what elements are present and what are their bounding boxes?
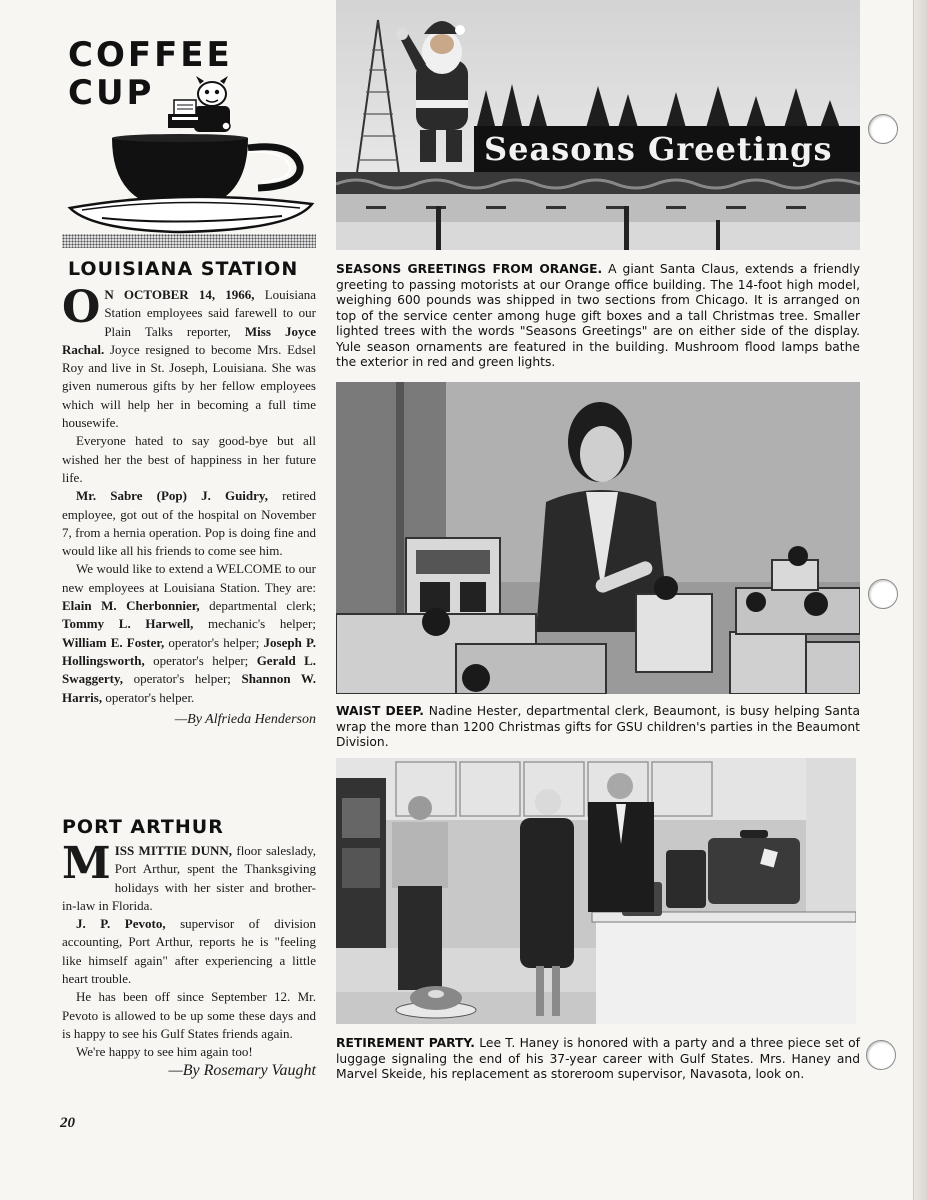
port-arthur-paragraph-1: MISS MITTIE DUNN, floor saleslady, Port Arthur, spent the Thanksgiving holidays with her sister and brother-in-law in Florida. (62, 838, 316, 913)
person-name: Shannon W. Harris, (62, 671, 316, 705)
gift-wrapping-image (336, 382, 860, 694)
santa-display-image (336, 0, 860, 250)
caption-lead: RETIREMENT PARTY. (336, 1036, 475, 1050)
binder-hole-middle (868, 579, 898, 609)
port-arthur-article (62, 838, 316, 1080)
louisiana-paragraph-1: O N OCTOBER 14, 1966, Louisiana Station employees said farewell to our Plain Talks reporter, Miss Joyce Rachal. Joyce resigned to become Mrs. Edsel Roy and live in St. Joseph, Louisiana. She was given numerous gifts by her fellow employees which will help her in becoming a full time housewife. (62, 282, 316, 431)
person-name: Joseph P. Hollingsworth, (62, 634, 317, 668)
photo-seasons-greetings (336, 0, 860, 250)
retirement-party-image (336, 758, 856, 1024)
caption-waist-deep: WAIST DEEP. Nadine Hester, departmental clerk, Beaumont, is busy helping Santa wrap the more than 1200 Christmas gifts for GSU children's parties in the Beaumont Division. (336, 704, 861, 749)
column-title-line2: CUP (68, 73, 155, 113)
louisiana-paragraph-3: Mr. Sabre (Pop) J. Guidry, retired employee, got out of the hospital on November 7, from a hernia operation. Pop is doing fine and would like all his friends to come see him. (62, 488, 317, 559)
person-name: Elain M. Cherbonnier, (62, 598, 200, 614)
person-name: Tommy L. Harwell, (62, 616, 194, 632)
photo-waist-deep (336, 382, 860, 694)
section-heading-louisiana: LOUISIANA STATION (68, 258, 299, 280)
louisiana-byline: —By Alfrieda Henderson (174, 711, 316, 727)
caption-lead: WAIST DEEP. (336, 704, 424, 718)
binder-hole-bottom (866, 1040, 896, 1070)
typing-mascot-icon (168, 76, 230, 132)
seasons-greetings-sign: Seasons Greetings (484, 130, 833, 168)
caption-retirement-party: RETIREMENT PARTY. Lee T. Haney is honored with a party and a three piece set of luggage signaling the end of his 37-year career with Gulf States. Mrs. Haney and Marvel Skeide, his replacement as storeroom supervisor, Navasota, look on. (336, 1036, 860, 1081)
binder-hole-top (868, 114, 898, 144)
section-heading-port-arthur: PORT ARTHUR (62, 816, 224, 838)
port-arthur-paragraph-2: J. P. Pevoto, supervisor of division accounting, Port Arthur, reports he is "feeling like himself again" after experiencing a little heart trouble. (62, 916, 316, 987)
louisiana-paragraph-2: Everyone hated to say good-bye but all wished her the best of happiness in her future life. (62, 433, 316, 485)
port-arthur-byline: —By Rosemary Vaught (168, 1061, 316, 1079)
person-name: J. P. Pevoto, (76, 916, 166, 932)
louisiana-paragraph-4: We would like to extend a WELCOME to our new employees at Louisiana Station. They are: Elain M. Cherbonnier, departmental clerk; Tommy L. Harwell, mechanic's helper; William E. Foster, operator's helper; Joseph P. Hollingsworth, operator's helper; Gerald L. Swaggerty, operator's helper; Shannon W. Harris, operator's helper. (62, 561, 317, 705)
person-name: Miss Joyce Rachal. (62, 323, 316, 357)
photo-retirement-party (336, 758, 856, 1024)
lead-in: ISS MITTIE DUNN, (114, 843, 233, 858)
louisiana-article (62, 282, 317, 729)
column-title-line1: COFFEE (68, 35, 233, 75)
caption-lead: SEASONS GREETINGS FROM ORANGE. (336, 262, 603, 276)
person-name: William E. Foster, (62, 634, 165, 650)
drop-cap: O (62, 282, 101, 333)
caption-seasons-greetings: SEASONS GREETINGS FROM ORANGE. A giant Santa Claus, extends a friendly greeting to passing motorists at our Orange office building. The 14-foot high model, weighing 600 pounds was shipped in two sections from Chicago. It is arranged on top of the service center among huge gift boxes and a tall Christmas tree. Smaller lighted trees with the words "Seasons Greetings" are on either side of the display. Yule season ornaments are featured in the building. Mushroom flood lamps bathe the exterior in red and green lights. (336, 262, 860, 369)
header-divider (62, 234, 316, 248)
person-name: Gerald L. Swaggerty, (62, 652, 316, 687)
port-arthur-paragraph-3: He has been off since September 12. Mr. Pevoto is allowed to be up some these days and is happy to see his Gulf States friends again. (62, 989, 316, 1041)
person-name: Mr. Sabre (Pop) J. Guidry, (76, 488, 268, 504)
page-number: 20 (60, 1115, 75, 1131)
drop-cap: M (62, 838, 111, 889)
coffee-cup-illustration (62, 70, 318, 242)
lead-in: N OCTOBER 14, 1966, (104, 287, 255, 302)
port-arthur-paragraph-4: We're happy to see him again too! (76, 1044, 253, 1060)
page-edge (913, 0, 927, 1200)
